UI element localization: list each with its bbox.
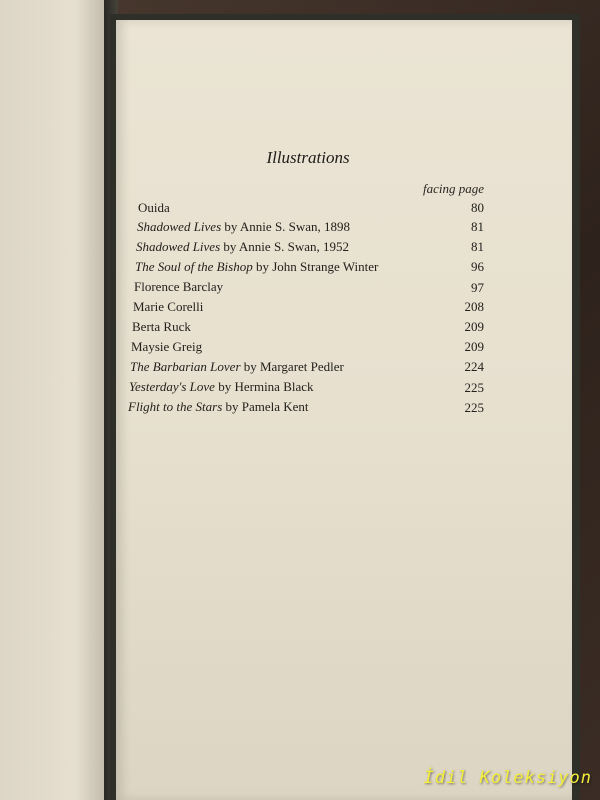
entry-text: Berta Ruck (132, 319, 191, 334)
entry-title: Shadowed Lives (136, 239, 221, 254)
entry-text: by Pamela Kent (222, 399, 309, 414)
list-item (129, 377, 314, 397)
book-page (116, 20, 572, 800)
list-item (130, 357, 344, 377)
page-title: Illustrations (266, 148, 350, 167)
entry-text: Marie Corelli (133, 299, 204, 314)
entry-text: Florence Barclay (134, 279, 224, 294)
entry-title: The Soul of the Bishop (135, 259, 253, 274)
entry-page-number: 80 (471, 200, 484, 215)
entry-page-number: 97 (471, 280, 484, 295)
entry-page-number: 225 (464, 380, 484, 395)
list-item (136, 237, 349, 257)
entry-page-number: 224 (464, 359, 484, 374)
entry-text: by Annie S. Swan, 1952 (220, 239, 350, 254)
entry-text: by Annie S. Swan, 1898 (221, 219, 351, 234)
entry-title: Flight to the Stars (128, 399, 223, 414)
list-item (132, 317, 191, 337)
list-item (135, 257, 378, 277)
list-item (131, 337, 202, 357)
entry-page-number: 96 (471, 259, 484, 274)
entry-text: Maysie Greig (131, 339, 203, 354)
entry-page-number: 81 (471, 239, 484, 254)
list-item (128, 397, 309, 417)
entry-page-number: 209 (464, 319, 484, 334)
entry-page-number: 208 (464, 299, 484, 314)
left-book-page (0, 0, 108, 800)
list-item (134, 277, 223, 297)
list-item (137, 217, 350, 237)
list-item (138, 198, 170, 218)
entry-text: by John Strange Winter (252, 259, 379, 274)
entry-page-number: 81 (471, 219, 484, 234)
entry-text: by Margaret Pedler (240, 359, 344, 374)
entry-title: The Barbarian Lover (130, 359, 241, 374)
entry-title: Shadowed Lives (137, 219, 222, 234)
entry-title: Yesterday's Love (129, 379, 215, 394)
facing-page-header: facing page (422, 181, 484, 196)
entry-page-number: 209 (464, 339, 484, 354)
entry-text: by Hermina Black (214, 379, 314, 394)
entry-page-number: 225 (464, 400, 484, 415)
watermark-text: İdil Koleksiyon (423, 768, 592, 788)
entry-text: Ouida (138, 200, 170, 215)
list-item (133, 297, 203, 317)
